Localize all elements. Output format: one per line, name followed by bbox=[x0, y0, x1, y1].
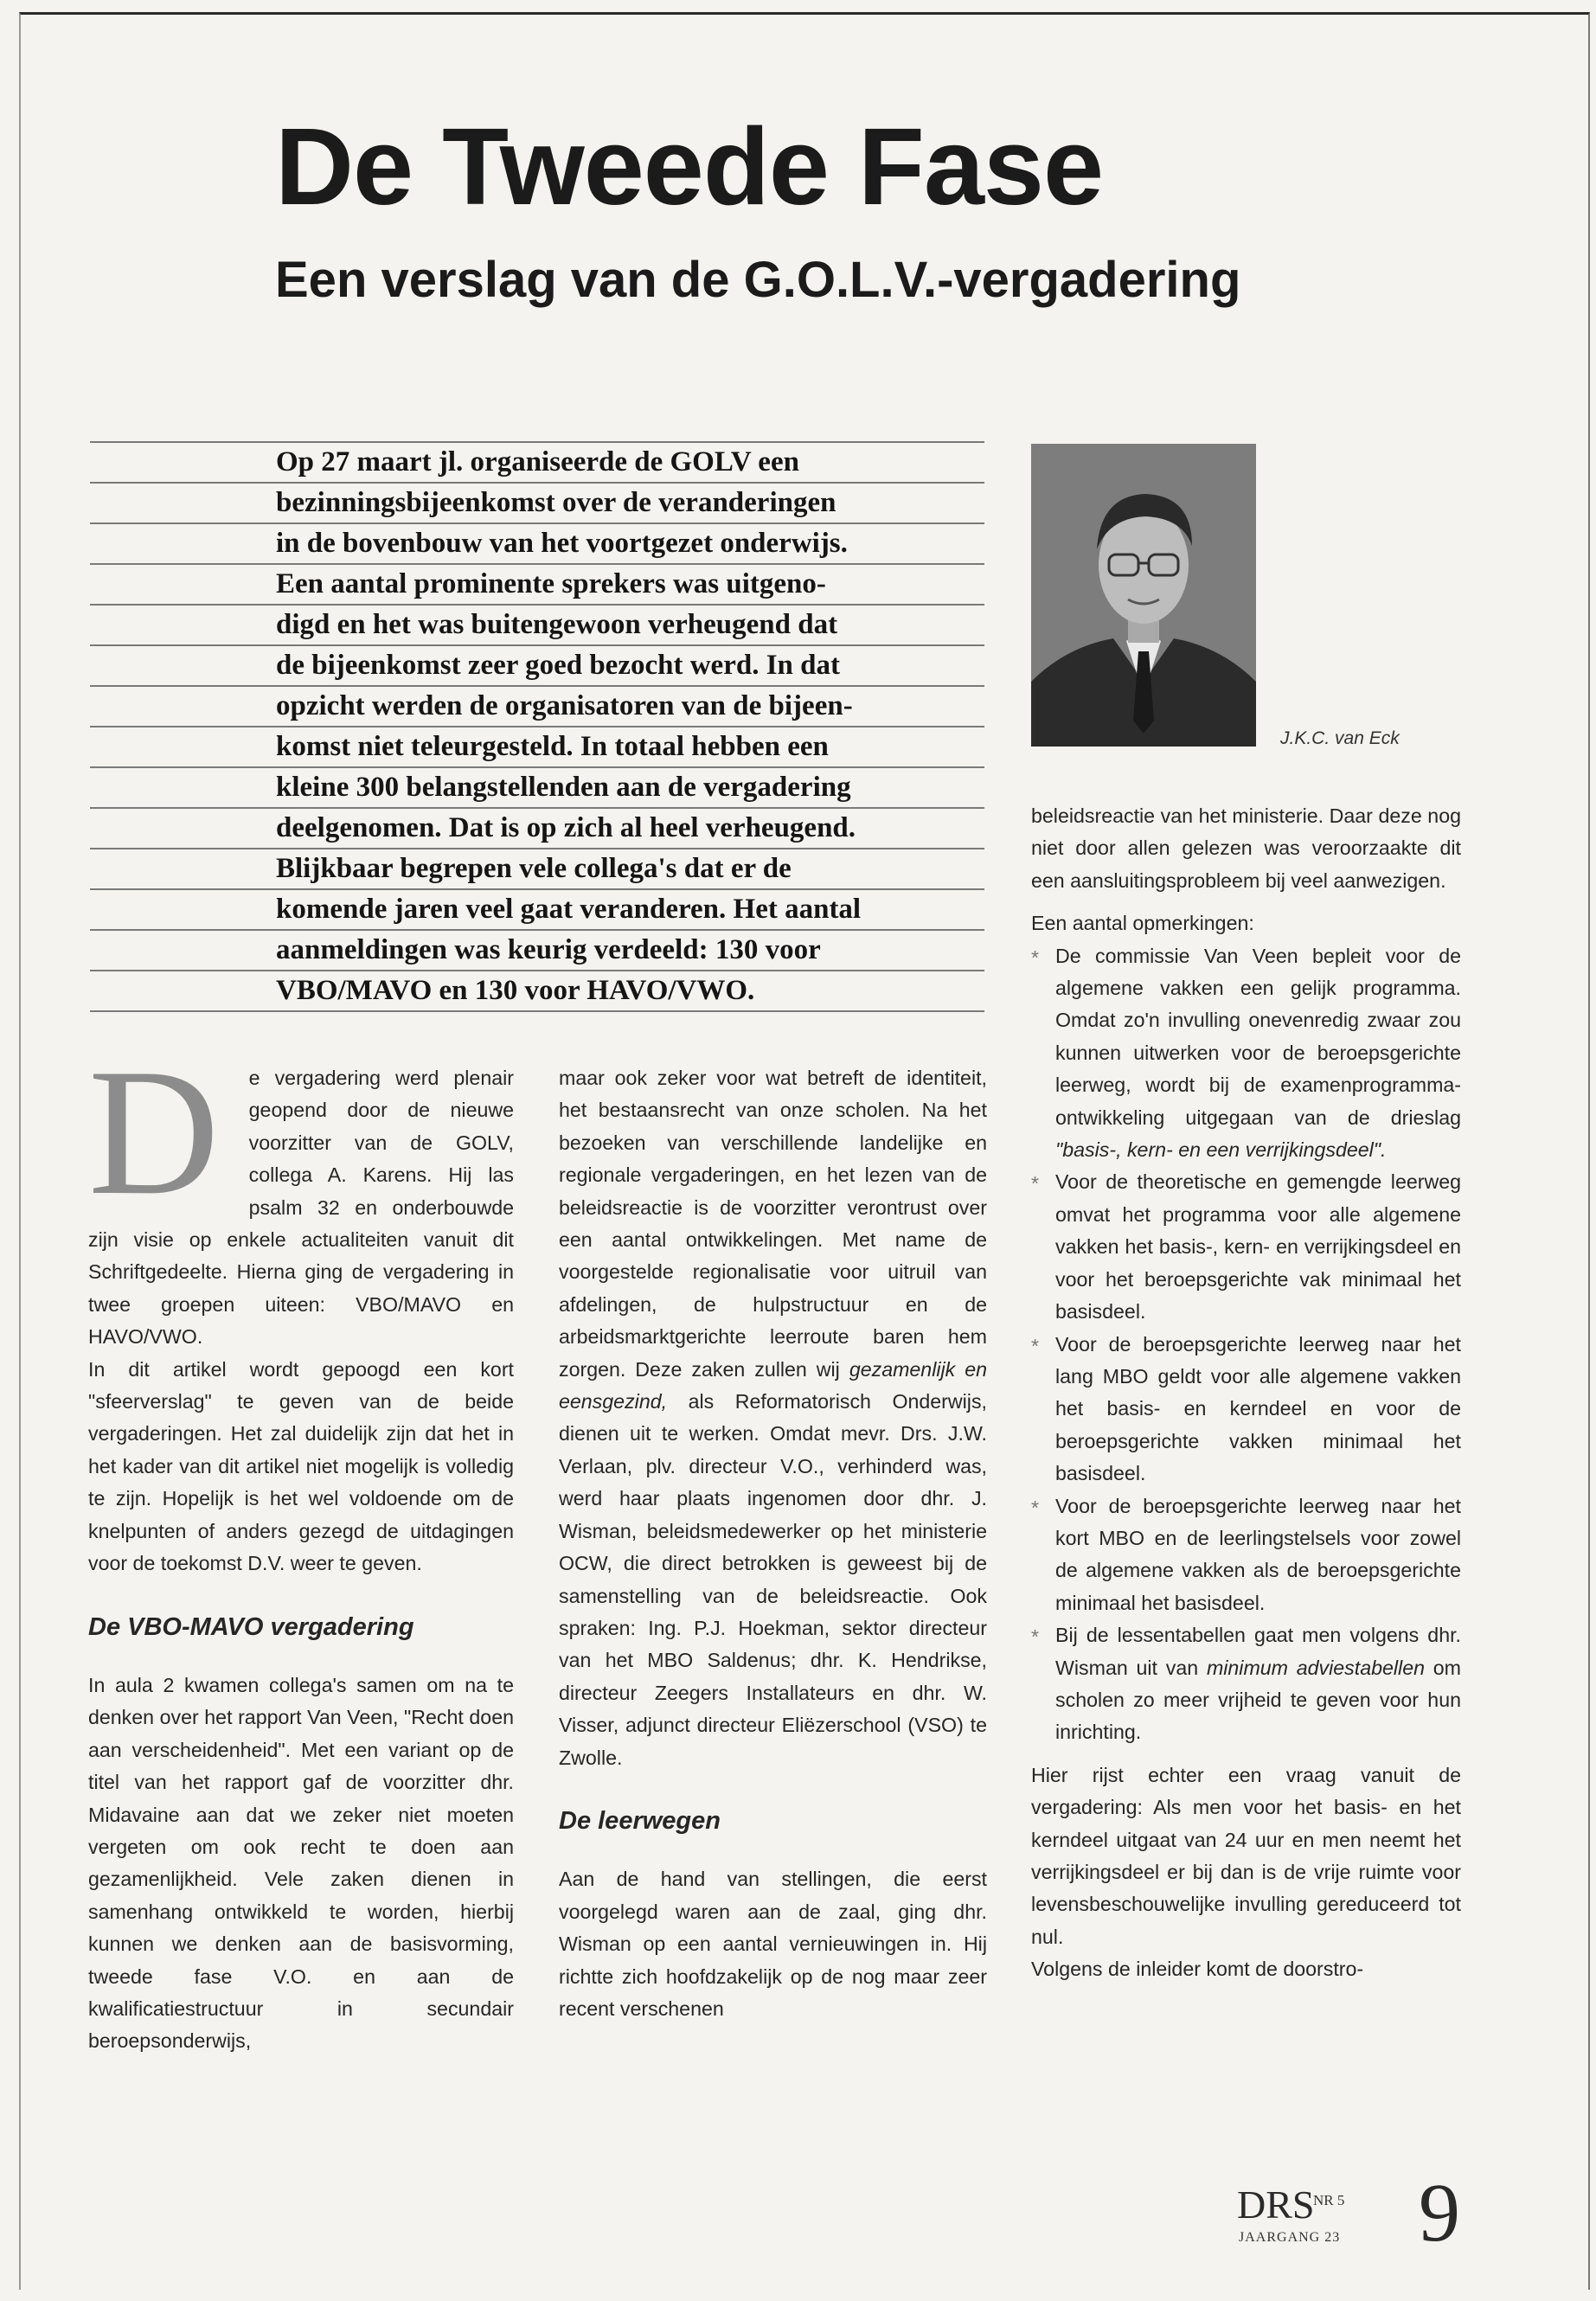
section-heading-vbo-mavo: De VBO-MAVO vergadering bbox=[88, 1612, 414, 1641]
intro-line: komst niet teleurgesteld. In totaal hebben een bbox=[90, 726, 984, 766]
body-paragraph: Aan de hand van stellingen, die eerst voorgelegd waren aan de zaal, ging dhr. Wisman op een aantal vernieuwingen in. Hij richtte zich hoofdzakelijk op de nog maar zeer recent verschenen bbox=[559, 1868, 987, 2020]
page-number: 9 bbox=[1419, 2166, 1460, 2259]
list-item: * Voor de beroepsgerichte leerweg naar het lang MBO geldt voor alle algemene vakken het basis- en kerndeel en voor de beroepsgerichte vakken minimaal het basisdeel. bbox=[1031, 1329, 1461, 1490]
body-paragraph: Volgens de inleider komt de doorstro- bbox=[1031, 1958, 1364, 1981]
body-paragraph: In dit artikel wordt gepoogd een kort "sfeerverslag" te geven van de beide vergaderingen. Het zal duidelijk zijn dat het in het kader van dit artikel niet mogelijk is volledig te zijn. Hopelijk is het wel voldoende om de knelpunten of anders gezegd de uitdagingen voor de toekomst D.V. weer te geven. bbox=[88, 1357, 514, 1575]
author-photo bbox=[1031, 444, 1256, 747]
list-item: * Bij de lessentabellen gaat men volgens dhr. Wisman uit van minimum adviestabellen om scholen zo meer vrijheid te geven voor hun inrichting. bbox=[1031, 1619, 1461, 1749]
photo-caption: J.K.C. van Eck bbox=[1280, 728, 1400, 748]
intro-line: in de bovenbouw van het voortgezet onderwijs. bbox=[90, 522, 984, 563]
intro-line: kleine 300 belangstellenden aan de vergadering bbox=[90, 766, 984, 807]
list-item: * De commissie Van Veen bepleit voor de algemene vakken een gelijk programma. Omdat zo'n invulling onevenredig zwaar zou kunnen uitwerken voor de beroepsgerichte leerweg, wordt bij de examenprogramma-ontwikkeling uitgegaan van de drieslag "basis-, kern- en een verrijkingsdeel". bbox=[1031, 940, 1461, 1167]
emphasis-text: minimum adviestabellen bbox=[1206, 1656, 1425, 1679]
page-subtitle: Een verslag van de G.O.L.V.-vergadering bbox=[275, 252, 1241, 308]
text-run: als Reformatorisch Onderwijs, dienen uit te werken. Omdat mevr. Drs. J.W. Verlaan, plv. directeur V.O., verhinderd was, werd haar plaats ingenomen door dhr. J. Wisman, beleidsmedewerker op het ministerie OCW, die direct betrokken is geweest bij de samenstelling van de beleidsreactie. Ook spraken: Ing. P.J. Hoekman, sektor directeur van het MBO Saldenus; dhr. K. Hendrikse, directeur Zeegers Installateurs en dhr. W. Visser, adjunct directeur Eliëzerschool (VSO) te Zwolle. bbox=[559, 1390, 987, 1769]
intro-line: aanmeldingen was keurig verdeeld: 130 voor bbox=[90, 929, 984, 970]
body-paragraph: Hier rijst echter een vraag vanuit de vergadering: Als men voor het basis- en het kerndeel uitgaat van 24 uur en men neemt het verrijkingsdeel er bij dan is de vrije ruimte voor levensbeschouwelijke invulling gereduceerd tot nul. bbox=[1031, 1763, 1461, 1948]
intro-line: komende jaren veel gaat veranderen. Het aantal bbox=[90, 888, 984, 929]
intro-line: Een aantal prominente sprekers was uitgeno- bbox=[90, 563, 984, 604]
magazine-name: DRS bbox=[1237, 2182, 1315, 2227]
text-run: maar ook zeker voor wat betreft de identiteit, het bestaansrecht van onze scholen. Na het bezoeken van verschillende landelijke en regionale vergaderingen, en het lezen van de beleidsreactie is de voorzitter verontrust over een aantal ontwikkelingen. Met name de voorgestelde regionalisatie voor uitruil van afdelingen, de hulpstructuur en de arbeidsmarktgerichte leerroute baren hem zorgen. Deze zaken zullen wij bbox=[559, 1067, 987, 1381]
page-title: De Tweede Fase bbox=[275, 106, 1104, 228]
body-paragraph: In aula 2 kwamen collega's samen om na te denken over het rapport Van Veen, "Recht doen aan verscheidenheid". Met een variant op de titel van het rapport gaf de voorzitter dhr. Midavaine aan dat we zeker niet moeten vergeten om ook recht te doen aan gezamenlijkheid. Vele zaken dienen in samenhang ontwikkeld te worden, hierbij kunnen we denken aan de basisvorming, tweede fase V.O. en aan de kwalificatiestructuur in secundair beroepsonderwijs, bbox=[88, 1673, 514, 2053]
intro-line: digd en het was buitengewoon verheugend dat bbox=[90, 604, 984, 644]
body-paragraph: beleidsreactie van het ministerie. Daar deze nog niet door allen gelezen was veroorzaakte dit een aansluitingsprobleem bij veel aanwezigen. bbox=[1031, 804, 1461, 892]
issue-number: NR 5 bbox=[1313, 2192, 1345, 2208]
emphasis-text: gezamenlijk en eensgezind, bbox=[559, 1357, 988, 1413]
text-column-1 bbox=[88, 1032, 514, 2058]
intro-line: bezinningsbijeenkomst over de veranderingen bbox=[90, 482, 984, 522]
intro-line: Blijkbaar begrepen vele collega's dat er de bbox=[90, 848, 984, 888]
intro-box bbox=[90, 441, 984, 1012]
drop-cap: D bbox=[88, 1032, 220, 1233]
body-paragraph: Een aantal opmerkingen: bbox=[1031, 912, 1254, 935]
text-column-3 bbox=[1031, 800, 1461, 1986]
list-item: * Voor de theoretische en gemengde leerweg omvat het programma voor alle algemene vakken het basis-, kern- en verrijkingsdeel en voor het beroepsgerichte vak minimaal het basisdeel. bbox=[1031, 1166, 1461, 1328]
portrait-image bbox=[1031, 444, 1256, 747]
intro-line: de bijeenkomst zeer goed bezocht werd. In dat bbox=[90, 644, 984, 685]
intro-line: opzicht werden de organisatoren van de bijeen- bbox=[90, 685, 984, 726]
intro-line: Op 27 maart jl. organiseerde de GOLV een bbox=[90, 441, 984, 482]
section-heading-leerwegen: De leerwegen bbox=[559, 1806, 721, 1835]
volume-label: JAARGANG 23 bbox=[1239, 2230, 1341, 2245]
text-column-2 bbox=[559, 1062, 987, 2025]
emphasis-text: "basis-, kern- en een verrijkingsdeel". bbox=[1055, 1138, 1387, 1162]
list-item: * Voor de beroepsgerichte leerweg naar het kort MBO en de leerlingstelsels voor zowel de algemene vakken als de beroepsgerichte minimaal het basisdeel. bbox=[1031, 1490, 1461, 1620]
body-paragraph: e vergadering werd plenair geopend door de nieuwe voorzitter van de GOLV, collega A. Karens. Hij las psalm 32 en onderbouwde zijn visie op enkele actualiteiten vanuit dit Schriftgedeelte. Hierna ging de vergadering in twee groepen uiteen: VBO/MAVO en HAVO/VWO. bbox=[88, 1067, 514, 1349]
intro-line: VBO/MAVO en 130 voor HAVO/VWO. bbox=[90, 970, 984, 1012]
intro-line: deelgenomen. Dat is op zich al heel verheugend. bbox=[90, 807, 984, 848]
remarks-list bbox=[1031, 940, 1461, 1749]
body-paragraph bbox=[559, 1062, 987, 1774]
